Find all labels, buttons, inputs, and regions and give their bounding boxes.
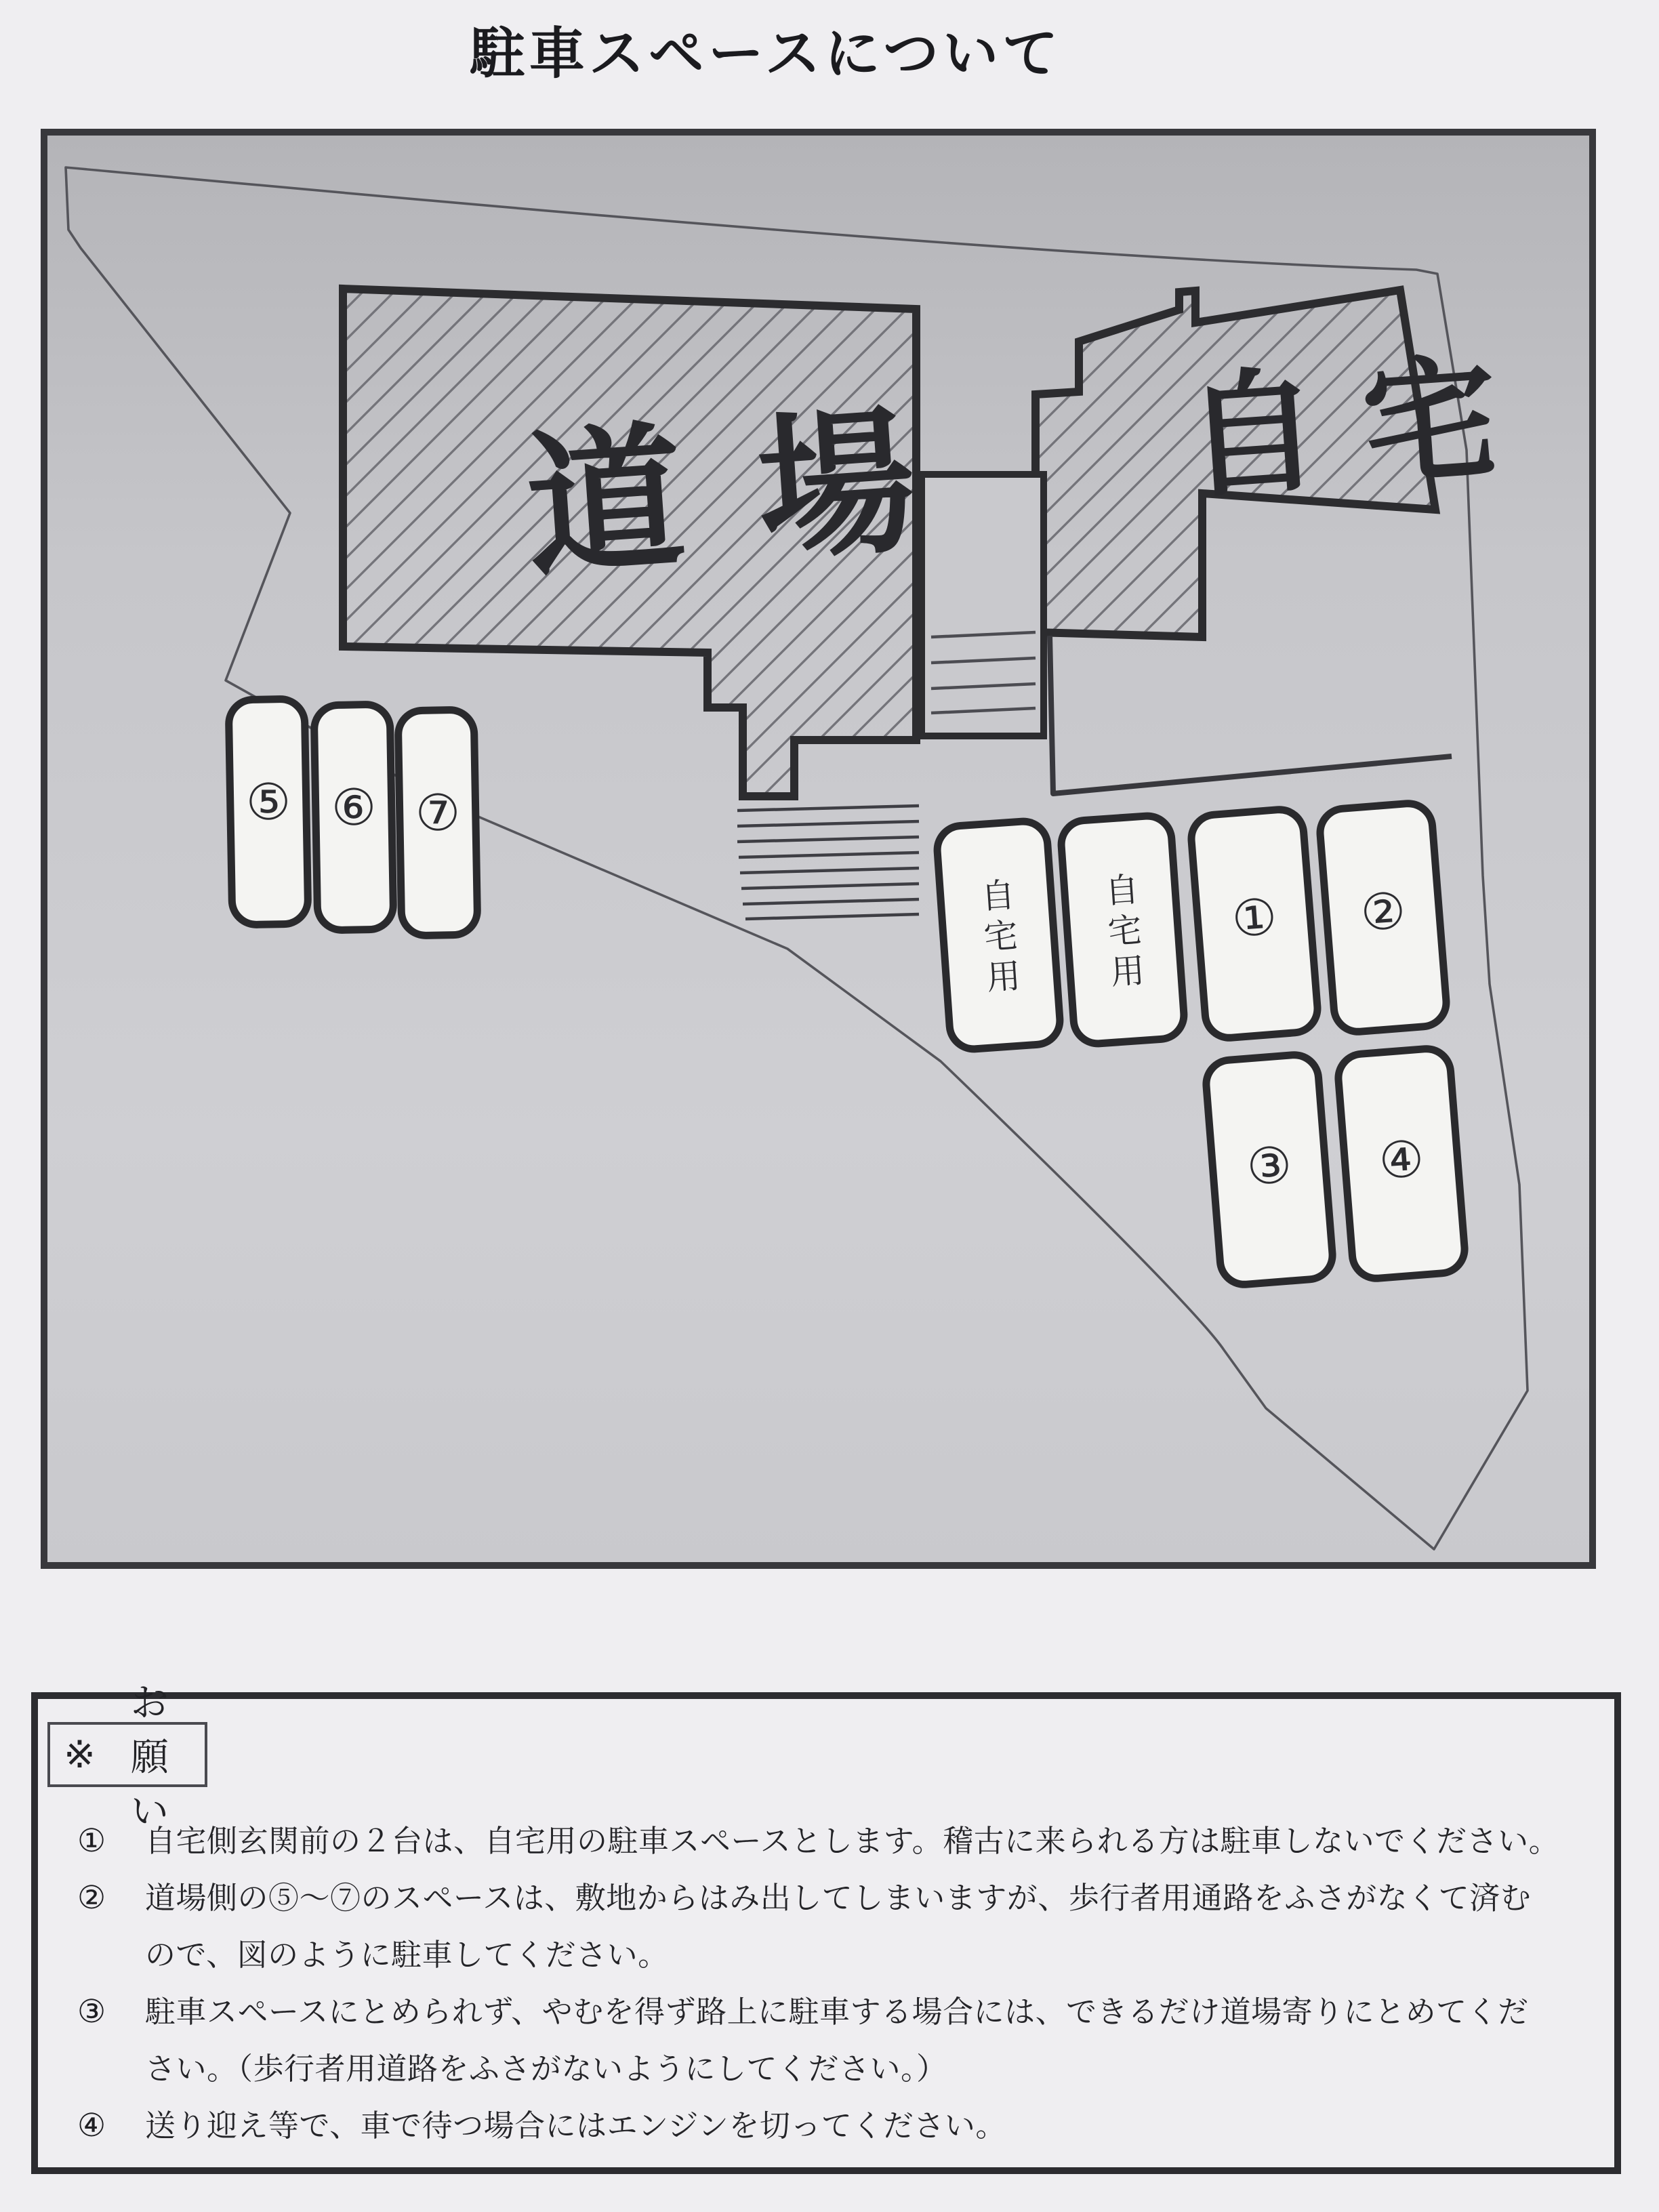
note-item-4	[77, 2097, 1589, 2154]
note-item-1-line-1: 自宅側玄関前の２台は、自宅用の駐車スペースとします。稽古に来られる方は駐車しないでください。	[145, 1824, 1560, 1858]
note-item-1-number: ①	[77, 1824, 106, 1859]
note-item-3-line-2: さい。（歩行者用道路をふさがないようにしてください。）	[145, 2052, 947, 2086]
parking-space-4-label: ④	[1377, 1131, 1426, 1191]
parking-space-home-b-label: 自宅用	[1099, 871, 1146, 996]
parking-space-home-a-label: 自宅用	[975, 876, 1022, 1001]
page-title: 駐車スペースについて	[469, 23, 1063, 85]
note-item-3-line-1: 駐車スペースにとめられず、やむを得ず路上に駐車する場合には、できるだけ道場寄りにとめてくだ	[145, 1995, 1529, 2029]
parking-space-7-label: ⑦	[415, 786, 461, 842]
note-item-2-line-2: ので、図のように駐車してください。	[145, 1938, 669, 1972]
note-item-3-number: ③	[77, 1994, 106, 2030]
parking-space-3-label: ③	[1245, 1137, 1294, 1197]
note-item-4-number: ④	[77, 2108, 106, 2144]
note-items	[77, 1813, 1589, 2154]
note-item-3	[77, 1984, 1589, 2097]
request-heading-box	[47, 1683, 207, 1833]
parking-space-5-label: ⑤	[245, 775, 291, 831]
note-item-2-number: ②	[77, 1881, 106, 1916]
dojo-building-label: 道場	[520, 390, 996, 597]
reference-mark: ※	[64, 1734, 96, 1776]
note-item-4-line-1: 送り迎え等で、車で待つ場合にはエンジンを切ってください。	[145, 2109, 1006, 2143]
request-heading: お願い	[130, 1683, 171, 1833]
note-item-2	[77, 1870, 1589, 1984]
parking-space-2-label: ②	[1359, 883, 1408, 943]
parking-space-1-label: ①	[1230, 889, 1279, 949]
notes-box	[31, 1683, 1621, 2174]
home-building-label: 自宅	[1181, 341, 1546, 514]
parking-space-6-label: ⑥	[331, 781, 377, 836]
note-item-1	[77, 1813, 1589, 1870]
note-item-2-line-1: 道場側の⑤～⑦のスペースは、敷地からはみ出してしまいますが、歩行者用通路をふさがなくて済む	[145, 1881, 1532, 1915]
